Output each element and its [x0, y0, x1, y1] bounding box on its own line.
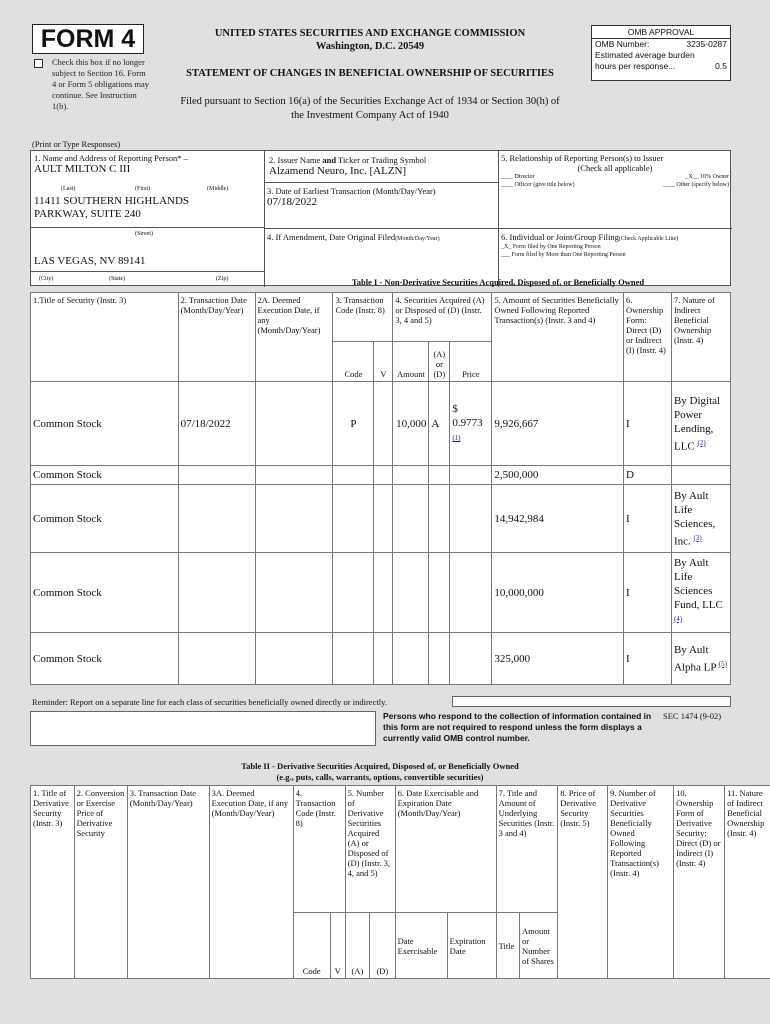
- t1-amount: [393, 553, 429, 633]
- t2-sub-title: Title: [496, 913, 519, 979]
- t1-nature: [671, 466, 730, 485]
- t2-sub-code: Code: [293, 913, 330, 979]
- t2-header-exercisable: 6. Date Exercisable and Expiration Date (Month/Day/Year): [395, 786, 496, 913]
- t2-header-price: 8. Price of Derivative Security (Instr. 5): [558, 786, 608, 979]
- section16-check-text: Check this box if no longer subject to Section 16. Form 4 or Form 5 obligations may continue. See Instruction 1(b).: [52, 57, 150, 111]
- t1-amount: 10,000: [393, 382, 429, 466]
- section16-checkbox[interactable]: [34, 59, 43, 68]
- reminder-field: [452, 696, 731, 707]
- t1-amount: [393, 485, 429, 553]
- t1-deemed-date: [255, 633, 333, 685]
- t2-header-conversion: 2. Conversion or Exercise Price of Derivative Security: [74, 786, 127, 979]
- middle-label: (Middle): [207, 186, 229, 192]
- t1-deemed-date: [255, 485, 333, 553]
- t1-security-title: Common Stock: [31, 485, 179, 553]
- t1-security-title: Common Stock: [31, 553, 179, 633]
- table2-title-line2: (e.g., puts, calls, warrants, options, convertible securities): [276, 772, 484, 782]
- t1-nature-text: By Ault Alpha LP: [673, 643, 717, 674]
- table1-non-derivative: [30, 292, 731, 685]
- city-label: (City): [39, 276, 54, 282]
- issuer-name: Alzamend Neuro, Inc. [ALZN]: [269, 165, 407, 177]
- t1-form: I: [624, 382, 672, 466]
- table-row: [31, 382, 731, 466]
- t2-sub-v: V: [330, 913, 345, 979]
- t1-price: [450, 382, 492, 466]
- omb-burden-label: Estimated average burden: [595, 50, 695, 60]
- t1-header-ownership-form: 6. Ownership Form: Direct (D) or Indirect (I) (Instr. 4): [624, 293, 672, 382]
- reporting-address: [34, 195, 262, 221]
- street-line-1: 11411 SOUTHERN HIGHLANDS: [34, 195, 190, 207]
- t1-header-securities: 4. Securities Acquired (A) or Disposed of (D) (Instr. 3, 4 and 5): [393, 293, 492, 342]
- t1-price: [450, 553, 492, 633]
- t1-nature: [671, 382, 730, 466]
- table-row: [31, 485, 731, 553]
- t1-security-title: Common Stock: [31, 382, 179, 466]
- t1-form: I: [624, 553, 672, 633]
- t1-header-date: 2. Transaction Date (Month/Day/Year): [178, 293, 255, 382]
- t1-code: [333, 553, 374, 633]
- t1-owned: 10,000,000: [492, 553, 624, 633]
- t2-header-date: 3. Transaction Date (Month/Day/Year): [127, 786, 209, 979]
- t1-sub-v: V: [374, 342, 393, 382]
- t1-deemed-date: [255, 382, 333, 466]
- t1-owned: 2,500,000: [492, 466, 624, 485]
- t1-owned: 14,942,984: [492, 485, 624, 553]
- table-row: [31, 466, 731, 485]
- t2-header-number-owned: 9. Number of Derivative Securities Beneficially Owned Following Reported Transaction(s) (Instr. 4): [608, 786, 674, 979]
- t2-sub-amount: Amount or Number of Shares: [519, 913, 557, 979]
- t1-v: [374, 382, 393, 466]
- t1-price-value: $ 0.9773: [452, 403, 483, 429]
- t1-code: [333, 633, 374, 685]
- t1-transaction-date: [178, 553, 255, 633]
- t1-form: I: [624, 485, 672, 553]
- reporting-person-name: AULT MILTON C III: [34, 163, 131, 175]
- t2-sub-expiration: Expiration Date: [447, 913, 496, 979]
- t1-form: D: [624, 466, 672, 485]
- t1-amount: [393, 466, 429, 485]
- table-row: [31, 553, 731, 633]
- table1-title: Table I - Non-Derivative Securities Acquired, Disposed of, or Beneficially Owned: [351, 277, 645, 287]
- t2-header-title: 1. Title of Derivative Security (Instr. 3): [31, 786, 75, 979]
- t1-nature: [671, 633, 730, 685]
- reporting-info-section: [30, 150, 731, 286]
- earliest-date-label: 3. Date of Earliest Transaction (Month/Day/Year): [267, 186, 436, 196]
- t2-header-underlying: 7. Title and Amount of Underlying Securities (Instr. 3 and 4): [496, 786, 558, 913]
- footnote-link[interactable]: (4): [673, 614, 683, 623]
- t1-header-title: 1.Title of Security (Instr. 3): [31, 293, 179, 382]
- section16-check: [32, 57, 150, 112]
- t1-v: [374, 466, 393, 485]
- filing-label: 6. Individual or Joint/Group Filing(Check Applicable Line): [501, 232, 679, 242]
- t1-nature: [671, 553, 730, 633]
- city-line: LAS VEGAS, NV 89141: [34, 255, 146, 267]
- one-person-option[interactable]: _X_ Form filed by One Reporting Person: [501, 244, 601, 250]
- t1-form: I: [624, 633, 672, 685]
- t2-sub-a: (A): [345, 913, 369, 979]
- persons-notice: Persons who respond to the collection of information contained in this form are not required to respond unless the form displays a currently valid OMB control number.: [383, 711, 652, 743]
- t2-header-deemed: 3A. Deemed Execution Date, if any (Month/Day/Year): [209, 786, 293, 979]
- ten-percent-owner-option[interactable]: _X__ 10% Owner: [685, 174, 729, 180]
- t1-owned: 9,926,667: [492, 382, 624, 466]
- t1-sub-amount: Amount: [393, 342, 429, 382]
- t1-nature-text: By Ault Life Sciences, Inc.: [673, 489, 716, 548]
- t1-amount: [393, 633, 429, 685]
- t1-transaction-date: [178, 633, 255, 685]
- t1-code: P: [333, 382, 374, 466]
- t1-nature-text: By Ault Life Sciences Fund, LLC: [673, 556, 723, 611]
- street-line-2: PARKWAY, SUITE 240: [34, 208, 141, 220]
- t1-ad: [429, 485, 450, 553]
- t1-code: [333, 466, 374, 485]
- t1-ad: A: [429, 382, 450, 466]
- last-label: (Last): [61, 186, 76, 192]
- t2-header-number: 5. Number of Derivative Securities Acquired (A) or Disposed of (D) (Instr. 3, 4, and 5): [345, 786, 395, 913]
- omb-title: OMB APPROVAL: [592, 26, 730, 39]
- omb-hours-value: 0.5: [715, 61, 727, 71]
- commission-address: Washington, D.C. 20549: [315, 41, 425, 52]
- reporting-person-label: 1. Name and Address of Reporting Person* –: [34, 153, 188, 163]
- t1-v: [374, 633, 393, 685]
- t1-price: [450, 633, 492, 685]
- sec-form-number: SEC 1474 (9-02): [663, 711, 722, 721]
- t1-sub-code: Code: [333, 342, 374, 382]
- street-label: (Street): [135, 231, 153, 237]
- filed-pursuant-text: [140, 95, 600, 123]
- table2-title-line1: Table II - Derivative Securities Acquired, Disposed of, or Beneficially Owned: [241, 761, 519, 771]
- t1-owned: 325,000: [492, 633, 624, 685]
- footnote-link[interactable]: (5): [718, 659, 727, 668]
- t1-code: [333, 485, 374, 553]
- t1-deemed-date: [255, 466, 333, 485]
- relationship-label: 5. Relationship of Reporting Person(s) to Issuer: [501, 153, 664, 163]
- commission-title: [160, 27, 580, 53]
- officer-option[interactable]: ____ Officer (give title below): [501, 182, 575, 188]
- amendment-label: 4. If Amendment, Date Original Filed(Month/Day/Year): [267, 232, 440, 242]
- t1-header-amount-owned: 5. Amount of Securities Beneficially Owned Following Reported Transaction(s) (Instr. 3 and 4): [492, 293, 624, 382]
- table-row: [31, 633, 731, 685]
- omb-number-label: OMB Number:: [595, 39, 650, 49]
- reminder-text: Reminder: Report on a separate line for each class of securities beneficially owned directly or indirectly.: [32, 697, 387, 707]
- t2-header-nature: 11. Nature of Indirect Beneficial Ownership (Instr. 4): [725, 786, 770, 979]
- t1-security-title: Common Stock: [31, 633, 179, 685]
- t1-ad: [429, 633, 450, 685]
- t1-sub-ad: (A) or (D): [429, 342, 450, 382]
- director-option[interactable]: ____ Director: [501, 174, 535, 180]
- state-label: (State): [109, 276, 125, 282]
- first-label: (First): [135, 186, 150, 192]
- t1-header-deemed: 2A. Deemed Execution Date, if any (Month/Day/Year): [255, 293, 333, 382]
- t2-sub-exercisable: Date Exercisable: [395, 913, 447, 979]
- filed-line-2: the Investment Company Act of 1940: [291, 110, 449, 121]
- form-title: FORM 4: [32, 24, 144, 54]
- issuer-label: 2. Issuer Name and Ticker or Trading Symbol: [269, 155, 427, 165]
- t1-price: [450, 485, 492, 553]
- zip-label: (Zip): [216, 276, 229, 282]
- t1-transaction-date: [178, 485, 255, 553]
- omb-hours-label: hours per response...: [595, 61, 676, 71]
- t1-ad: [429, 553, 450, 633]
- t1-v: [374, 485, 393, 553]
- t1-price: [450, 466, 492, 485]
- t1-transaction-date: 07/18/2022: [178, 382, 255, 466]
- t1-security-title: Common Stock: [31, 466, 179, 485]
- t1-nature-text: By Digital Power Lending, LLC: [673, 394, 721, 453]
- t2-sub-d: (D): [370, 913, 396, 979]
- more-persons-option[interactable]: ___ Form filed by More than One Reporting Person: [501, 252, 626, 258]
- t1-header-nature: 7. Nature of Indirect Beneficial Ownership (Instr. 4): [671, 293, 730, 382]
- t1-header-code: 3. Transaction Code (Instr. 8): [333, 293, 393, 342]
- earliest-date-value: 07/18/2022: [267, 196, 318, 208]
- t1-v: [374, 553, 393, 633]
- omb-number-value: 3235-0287: [686, 39, 727, 49]
- other-option[interactable]: ____ Other (specify below): [662, 182, 729, 188]
- t2-header-ownership-form: 10. Ownership Form of Derivative Security: Direct (D) or Indirect (I) (Instr. 4): [674, 786, 725, 979]
- relationship-sub: (Check all applicable): [577, 163, 653, 173]
- t1-sub-price: Price: [450, 342, 492, 382]
- footnote-link[interactable]: (3): [693, 533, 702, 542]
- t1-nature: [671, 485, 730, 553]
- t2-header-code: 4. Transaction Code (Instr. 8): [293, 786, 345, 913]
- print-type-note: (Print or Type Responses): [32, 139, 121, 149]
- t1-transaction-date: [178, 466, 255, 485]
- t1-deemed-date: [255, 553, 333, 633]
- statement-title: STATEMENT OF CHANGES IN BENEFICIAL OWNERSHIP OF SECURITIES: [186, 68, 554, 79]
- t1-ad: [429, 466, 450, 485]
- table2-title: [180, 761, 580, 783]
- commission-name: UNITED STATES SECURITIES AND EXCHANGE COMMISSION: [214, 28, 526, 39]
- reminder-field-2: [30, 711, 376, 746]
- omb-approval-box: [591, 25, 731, 81]
- footnote-link[interactable]: (1): [452, 434, 461, 442]
- footnote-link[interactable]: (2): [697, 438, 706, 447]
- table2-derivative: [30, 785, 770, 979]
- filed-line-1: Filed pursuant to Section 16(a) of the Securities Exchange Act of 1934 or Section 30(h) of: [180, 96, 560, 107]
